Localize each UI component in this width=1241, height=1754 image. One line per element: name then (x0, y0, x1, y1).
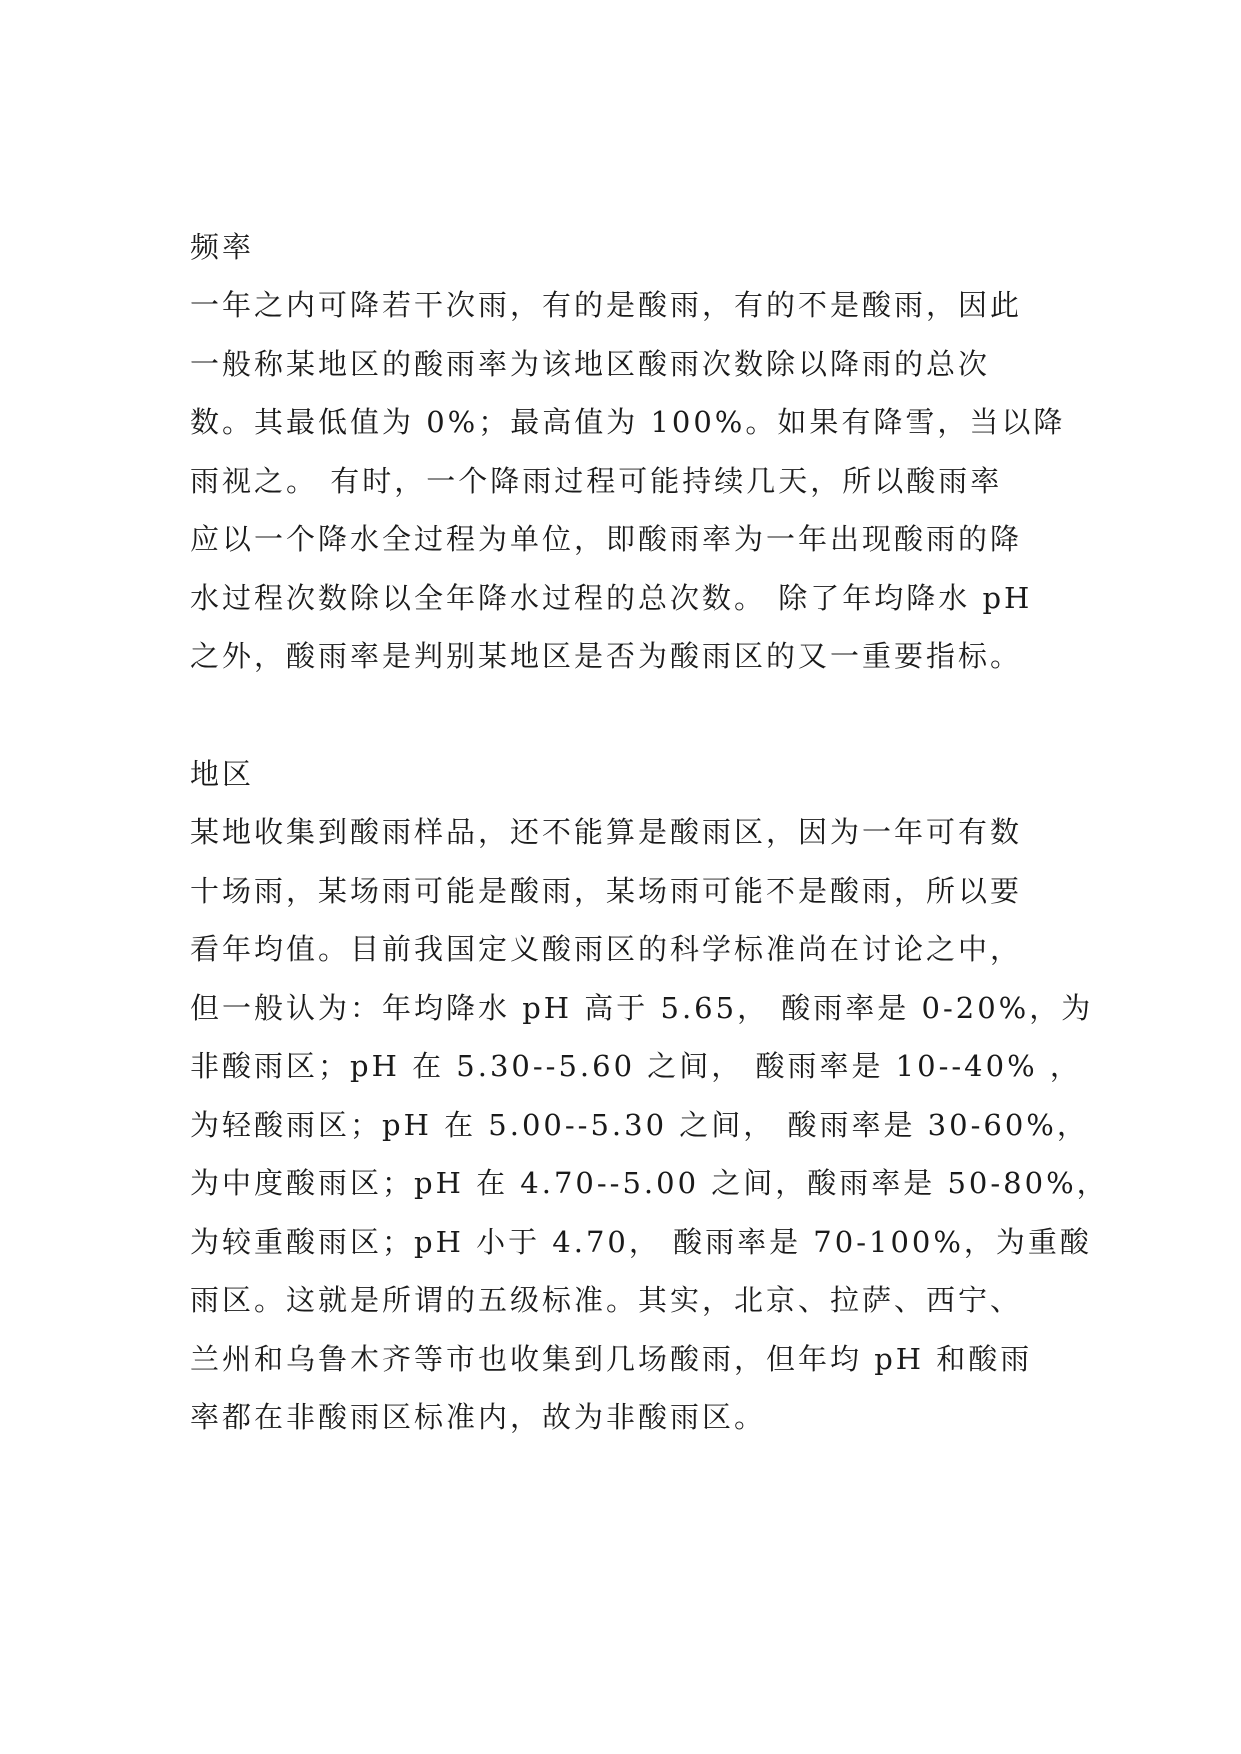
paragraph-line: 数。其最低值为 0%；最高值为 100%。如果有降雪，当以降 (190, 405, 1066, 439)
paragraph-line: 雨视之。 有时，一个降雨过程可能持续几天，所以酸雨率 (190, 463, 1003, 498)
section-region (190, 745, 1109, 1447)
paragraph-line: 十场雨，某场雨可能是酸雨，某场雨可能不是酸雨，所以要 (190, 873, 1023, 908)
paragraph-line: 一般称某地区的酸雨率为该地区酸雨次数除以降雨的总次 (190, 346, 991, 381)
paragraph-line: 看年均值。目前我国定义酸雨区的科学标准尚在讨论之中， (190, 932, 1023, 966)
paragraph-line: 雨区。这就是所谓的五级标准。其实，北京、拉萨、西宁、 (190, 1283, 1023, 1317)
section-frequency (190, 218, 1066, 686)
section-heading: 频率 (190, 230, 255, 264)
paragraph-line: 某地收集到酸雨样品，还不能算是酸雨区，因为一年可有数 (190, 815, 1023, 849)
paragraph-line: 一年之内可降若干次雨，有的是酸雨，有的不是酸雨，因此 (190, 288, 1023, 322)
paragraph-line: 为中度酸雨区；pH 在 4.70--5.00 之间，酸雨率是 50-80%， (190, 1166, 1109, 1200)
paragraph-line: 之外，酸雨率是判别某地区是否为酸雨区的又一重要指标。 (190, 639, 1023, 673)
section-heading: 地区 (190, 757, 255, 791)
paragraph-line: 为较重酸雨区；pH 小于 4.70， 酸雨率是 70-100%，为重酸 (190, 1224, 1092, 1259)
paragraph-line: 非酸雨区；pH 在 5.30--5.60 之间， 酸雨率是 10--40% ， (190, 1049, 1082, 1083)
paragraph-line: 但一般认为：年均降水 pH 高于 5.65， 酸雨率是 0-20%，为 (190, 990, 1094, 1025)
paragraph-line: 为轻酸雨区；pH 在 5.00--5.30 之间， 酸雨率是 30-60%， (190, 1107, 1089, 1142)
paragraph-line: 水过程次数除以全年降水过程的总次数。 除了年均降水 pH (190, 580, 1033, 615)
paragraph-line: 应以一个降水全过程为单位，即酸雨率为一年出现酸雨的降 (190, 522, 1023, 556)
paragraph-line: 率都在非酸雨区标准内，故为非酸雨区。 (190, 1400, 767, 1434)
paragraph-line: 兰州和乌鲁木齐等市也收集到几场酸雨，但年均 pH 和酸雨 (190, 1341, 1033, 1376)
